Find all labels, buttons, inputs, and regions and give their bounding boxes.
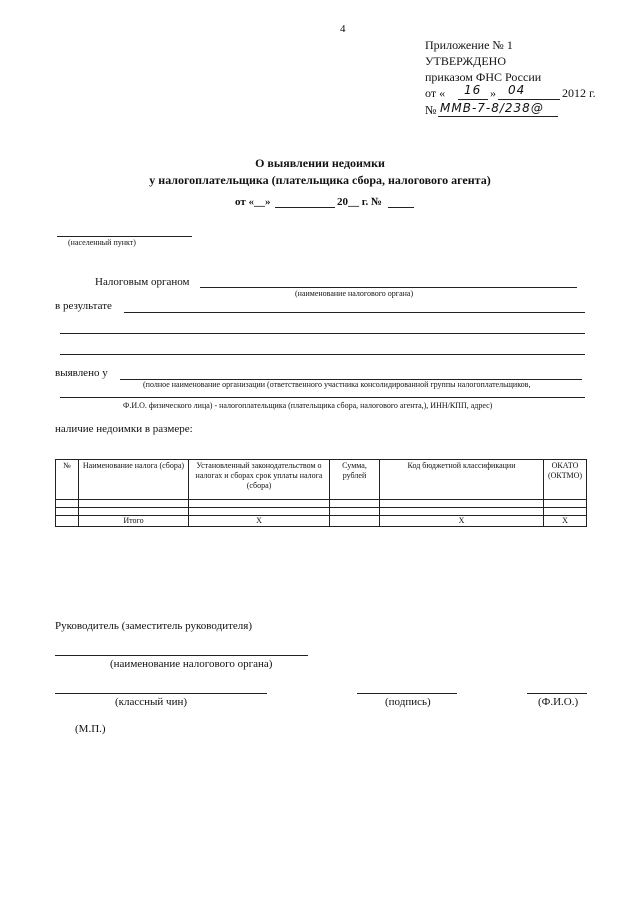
table-cell[interactable] bbox=[544, 508, 587, 516]
tax-authority-label: Налоговым органом bbox=[95, 276, 190, 288]
table-header-row bbox=[56, 460, 587, 500]
approval-date-month: 04 bbox=[508, 83, 526, 97]
appendix-label: Приложение № 1 bbox=[425, 38, 513, 52]
title-date-prefix: от «__» bbox=[235, 196, 271, 208]
person-caption: Ф.И.О. физического лица) - налогоплательщика (плательщика сбора, налогового агента,), ИНН/КПП, адрес) bbox=[123, 401, 493, 410]
table-cell[interactable] bbox=[189, 508, 330, 516]
approval-number-value: ММВ-7-8/238@ bbox=[440, 101, 544, 115]
found-label: выявлено у bbox=[55, 367, 108, 379]
rank-line[interactable] bbox=[55, 693, 267, 694]
col-header-amount: Сумма, рублей bbox=[330, 460, 380, 500]
total-cell-okato: X bbox=[544, 516, 587, 527]
head-label: Руководитель (заместитель руководителя) bbox=[55, 620, 252, 632]
col-header-deadline: Установленный законодательством о налогах и сборах срок уплаты налога (сбора) bbox=[189, 460, 330, 500]
result-label: в результате bbox=[55, 300, 112, 312]
settlement-caption: (населенный пункт) bbox=[68, 238, 136, 247]
authority-caption: (наименование налогового органа) bbox=[110, 658, 273, 670]
approval-number-prefix: № bbox=[425, 103, 437, 117]
table-cell[interactable] bbox=[330, 500, 380, 508]
result-line-3[interactable] bbox=[60, 354, 585, 355]
document-subtitle: у налогоплательщика (плательщика сбора, налогового агента) bbox=[149, 173, 491, 187]
total-cell-amount[interactable] bbox=[330, 516, 380, 527]
approval-date-mid: » bbox=[490, 86, 496, 100]
approved-label: УТВЕРЖДЕНО bbox=[425, 54, 507, 68]
col-header-okato: ОКАТО (ОКТМО) bbox=[544, 460, 587, 500]
result-line-2[interactable] bbox=[60, 333, 585, 334]
table-cell[interactable] bbox=[56, 508, 79, 516]
table-cell[interactable] bbox=[380, 508, 544, 516]
arrears-label: наличие недоимки в размере: bbox=[55, 423, 193, 435]
person-line[interactable] bbox=[60, 397, 585, 398]
table-cell[interactable] bbox=[189, 500, 330, 508]
approval-date-day: 16 bbox=[464, 83, 482, 97]
fio-caption: (Ф.И.О.) bbox=[538, 696, 579, 708]
approval-date-prefix: от « bbox=[425, 86, 446, 100]
fio-line[interactable] bbox=[527, 693, 587, 694]
col-header-tax-name: Наименование налога (сбора) bbox=[79, 460, 189, 500]
total-cell-label: Итого bbox=[79, 516, 189, 527]
total-cell-kbk: X bbox=[380, 516, 544, 527]
title-date-year: 20__ г. № bbox=[337, 196, 383, 208]
table-row bbox=[56, 508, 587, 516]
total-cell-deadline: X bbox=[189, 516, 330, 527]
table-cell[interactable] bbox=[380, 500, 544, 508]
page-number: 4 bbox=[340, 23, 346, 35]
sign-caption: (подпись) bbox=[385, 696, 431, 708]
table-total-row bbox=[56, 516, 587, 527]
table-cell[interactable] bbox=[79, 508, 189, 516]
table-cell[interactable] bbox=[56, 500, 79, 508]
table-row bbox=[56, 500, 587, 508]
stamp-placeholder: (М.П.) bbox=[75, 723, 106, 735]
document-title: О выявлении недоимки bbox=[255, 156, 385, 170]
result-line-1[interactable] bbox=[124, 312, 585, 313]
table-cell[interactable] bbox=[544, 500, 587, 508]
tax-authority-caption: (наименование налогового органа) bbox=[295, 289, 414, 298]
arrears-table bbox=[55, 459, 587, 527]
org-caption: (полное наименование организации (ответственного участника консолидированной группы налогоплательщиков, bbox=[143, 380, 531, 389]
signature-authority-line[interactable] bbox=[55, 655, 308, 656]
sign-line[interactable] bbox=[357, 693, 457, 694]
total-cell-number bbox=[56, 516, 79, 527]
col-header-kbk: Код бюджетной классификации bbox=[380, 460, 544, 500]
table-cell[interactable] bbox=[79, 500, 189, 508]
col-header-number: № bbox=[56, 460, 79, 500]
table-cell[interactable] bbox=[330, 508, 380, 516]
rank-caption: (классный чин) bbox=[115, 696, 188, 708]
approval-date-year: 2012 г. bbox=[562, 86, 596, 100]
settlement-line[interactable] bbox=[57, 236, 192, 237]
tax-authority-line[interactable] bbox=[200, 287, 577, 288]
order-label: приказом ФНС России bbox=[425, 70, 542, 84]
